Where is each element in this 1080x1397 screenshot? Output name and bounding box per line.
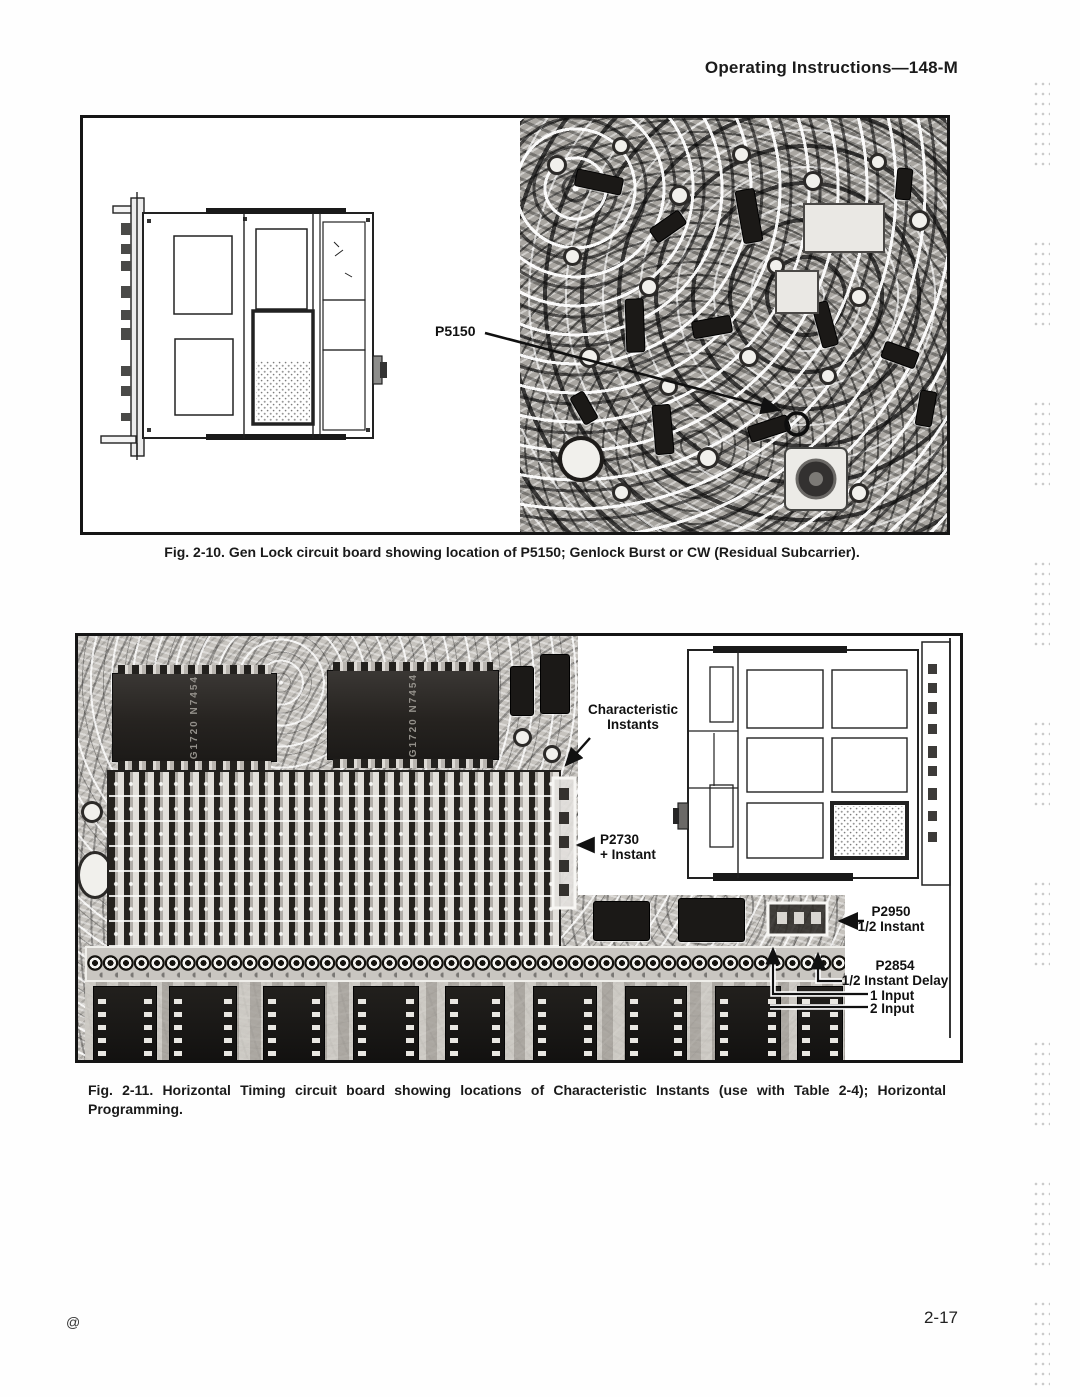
scan-edge-artifact (1032, 720, 1050, 812)
dip-ic (445, 986, 505, 1060)
scan-edge-artifact (1032, 1180, 1050, 1272)
solder-pad (672, 188, 687, 203)
solder-pad (806, 174, 820, 188)
solder-pad (872, 156, 884, 168)
photo-component (648, 209, 687, 244)
solder-pad (852, 290, 866, 304)
label-line: P2854 (875, 958, 915, 973)
scan-edge-artifact (1032, 1040, 1050, 1132)
solder-pad (615, 486, 628, 499)
scan-edge-artifact (1032, 1300, 1050, 1392)
solder-pad (582, 350, 597, 365)
printer-mark: @ (66, 1314, 81, 1330)
dip-ic (263, 986, 325, 1060)
photo-component (691, 315, 734, 340)
solder-pad (550, 158, 564, 172)
figure-2-11-caption (88, 1081, 946, 1119)
dip-ic-row (85, 982, 845, 1060)
figure-2-10-caption: Fig. 2-10. Gen Lock circuit board showing location of P5150; Genlock Burst or CW (Residual Subcarrier). (164, 544, 860, 560)
solder-pad (642, 280, 656, 294)
solder-pad (852, 486, 866, 500)
large-pad (562, 440, 600, 478)
label-line: P2730 (600, 832, 640, 847)
solder-pad (912, 213, 927, 228)
photo-component (593, 901, 650, 941)
relay-component (775, 270, 819, 314)
solder-pad (566, 250, 579, 263)
photo-component (574, 168, 625, 196)
label-line: P2950 (871, 904, 911, 919)
dip-ic (169, 986, 237, 1060)
diode-matrix-grid (107, 770, 561, 949)
label-2-input: 2 Input (870, 1001, 915, 1016)
label-p2730 (600, 832, 656, 862)
photo-component (895, 167, 914, 200)
caption-line: Programming. (88, 1101, 183, 1117)
photo-component (540, 654, 570, 714)
ic-marking: G1720 N7454 (407, 672, 419, 758)
photo-component (569, 390, 599, 426)
relay-component (803, 203, 885, 253)
label-p2854 (836, 958, 954, 988)
photo-component (678, 898, 745, 942)
page-header-title: Operating Instructions—148-M (704, 58, 958, 77)
solder-pad (700, 450, 716, 466)
module-body (143, 208, 387, 440)
photo-component (510, 666, 534, 716)
solder-pad (615, 140, 627, 152)
photo-component (734, 188, 763, 245)
dip-ic (625, 986, 687, 1060)
scan-edge-artifact (1032, 560, 1050, 652)
solder-pad (822, 370, 834, 382)
solder-pad (742, 350, 756, 364)
caption-line: Fig. 2-11. Horizontal Timing circuit board showing locations of Characteristic Instants (use with Table 2-4); Horizontal (88, 1082, 946, 1098)
label-characteristic-instants (573, 702, 693, 732)
genlock-board-photo (520, 118, 947, 532)
label-line: 1/2 Instant Delay (841, 973, 949, 988)
solder-pad (662, 380, 675, 393)
label-1-input: 1 Input (870, 988, 915, 1003)
photo-component (625, 298, 646, 353)
label-line: 1/2 Instant (857, 919, 925, 934)
dip-ic (93, 986, 157, 1060)
module-rail (101, 192, 144, 460)
photo-component (651, 404, 674, 455)
ic-marking: G1720 N7454 (189, 675, 200, 760)
dip-ic (353, 986, 419, 1060)
scan-edge-artifact (1032, 880, 1050, 972)
solder-pad (84, 804, 100, 820)
connector-pad-row (85, 946, 849, 982)
solder-pad (516, 731, 529, 744)
photo-component (915, 389, 938, 427)
scan-edge-artifact (1032, 240, 1050, 332)
dip-ic (715, 986, 781, 1060)
photo-component (880, 340, 920, 369)
label-line: + Instant (600, 847, 656, 862)
dip-ic (533, 986, 597, 1060)
label-p2950 (848, 904, 934, 934)
dip-ic-large (112, 673, 277, 762)
solder-pad (735, 148, 748, 161)
board-hole (80, 854, 110, 896)
scan-edge-artifact (1032, 400, 1050, 492)
photo-component (746, 414, 791, 443)
label-p5150: P5150 (435, 323, 476, 339)
label-line: Characteristic (587, 702, 679, 717)
figure-2-11 (75, 633, 963, 1063)
figure-2-10 (80, 115, 950, 535)
scan-edge-artifact (1032, 80, 1050, 172)
solder-pad (546, 748, 558, 760)
dip-ic (797, 986, 843, 1060)
label-line: Instants (607, 717, 659, 732)
dip-ic-large (327, 670, 499, 760)
page-number: 2-17 (923, 1308, 958, 1327)
